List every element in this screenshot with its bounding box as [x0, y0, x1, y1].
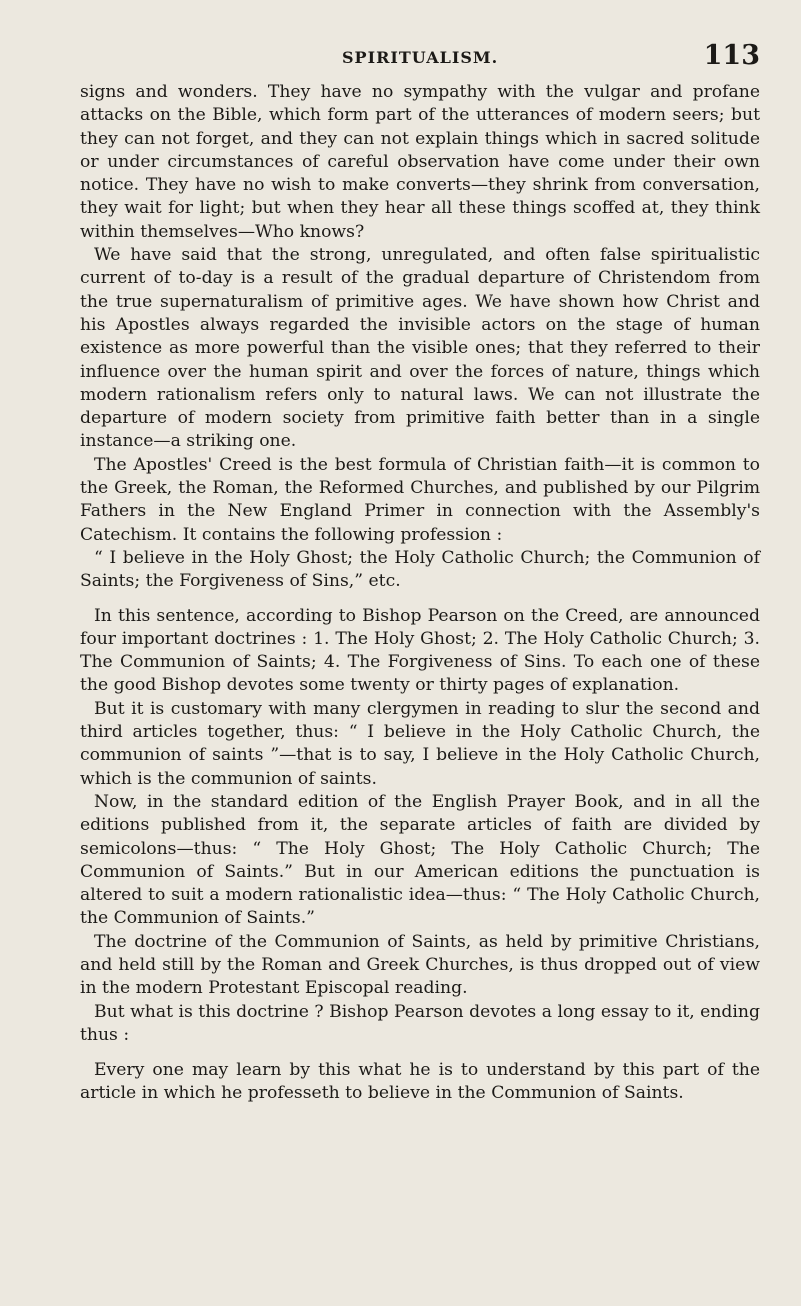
paragraph: The Apostles' Creed is the best formula of Christian faith—it is common to the Greek, the Roman, the Reformed Churches, and published by our Pilgrim Fathers in the New England Primer in connection with the Assembly's Catechism. It contains the following profession : — [80, 454, 760, 545]
paragraph: Now, in the standard edition of the English Prayer Book, and in all the editions published from it, the separate articles of faith are divided by semicolons—thus: “ The Holy Ghost; The Holy Catholic Church; The Communion of Saints.” But in our American editions the punctuation is altered to suit a modern rationalistic idea—thus: “ The Holy Catholic Church, the Communion of Saints.” — [80, 791, 760, 929]
paragraph: The doctrine of the Communion of Saints, as held by primitive Christians, and held still by the Roman and Greek Churches, is thus dropped out of view in the modern Protestant Episcopal reading. — [80, 931, 760, 999]
page-header — [80, 40, 760, 76]
running-head: SPIRITUALISM. — [342, 48, 499, 67]
paragraph: But it is customary with many clergymen in reading to slur the second and third articles together, thus: “ I believe in the Holy Catholic Church, the communion of saints ”—that is to say, I believe in the Holy Catholic Church, which is the communion of saints. — [80, 698, 760, 789]
quoted-passage: Every one may learn by this what he is to understand by this part of the article in which he professeth to believe in the Communion of Saints. — [80, 1060, 760, 1104]
quoted-profession: “ I believe in the Holy Ghost; the Holy Catholic Church; the Communion of Saints; the Forgiveness of Sins,” etc. — [80, 547, 760, 592]
paragraph: But what is this doctrine ? Bishop Pearson devotes a long essay to it, ending thus : — [80, 1001, 760, 1045]
paragraph: signs and wonders. They have no sympathy with the vulgar and profane attacks on the Bible, which form part of the utterances of modern seers; but they can not forget, and they can not explain things which in sacred solitude or under circumstances of careful observation have come under their own notice. They have no wish to make converts—they shrink from conversation, they wait for light; but when they hear all these things scoffed at, they think within themselves—Who knows? — [80, 82, 760, 242]
paragraph: In this sentence, according to Bishop Pearson on the Creed, are announced four important doctrines : 1. The Holy Ghost; 2. The Holy Catholic Church; 3. The Communion of Saints; 4. The Forgiveness of Sins. To each one of these the good Bishop devotes some twenty or thirty pages of explanation. — [80, 605, 760, 696]
paragraph: We have said that the strong, unregulated, and often false spiritualistic current of to-day is a result of the gradual departure of Christendom from the true supernaturalism of primitive ages. We have shown how Christ and his Apostles always regarded the invisible actors on the stage of human existence as more powerful than the visible ones; that they referred to their influence over the human spirit and over the forces of nature, things which modern rationalism refers only to natural laws. We can not illustrate the departure of modern society from primitive faith better than in a single instance—a striking one. — [80, 245, 760, 452]
page-number: 113 — [703, 40, 760, 71]
body-text — [80, 81, 760, 1106]
